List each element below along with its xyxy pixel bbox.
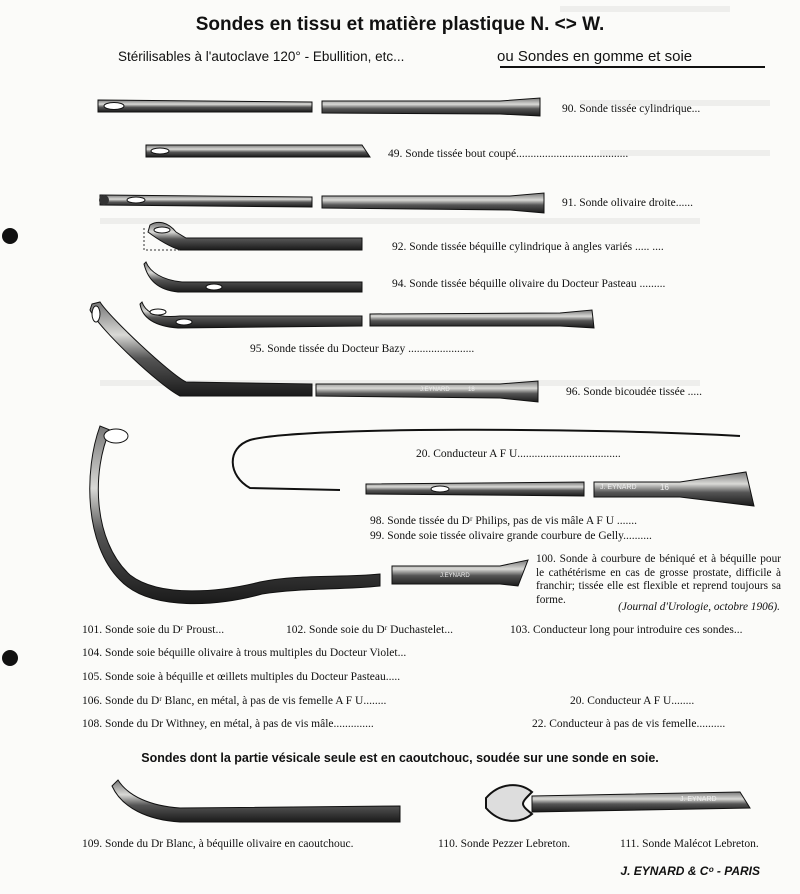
item-102: 102. Sonde soie du Dʳ Duchastelet... [286, 624, 453, 636]
item-106: 106. Sonde du Dʳ Blanc, en métal, à pas de vis femelle A F U........ [82, 695, 387, 707]
catheter-94-image [144, 262, 362, 292]
catheter-98-image [366, 472, 754, 506]
imprint-size-18: 18 [468, 387, 475, 393]
item-22: 22. Conducteur à pas de vis femelle.......... [532, 718, 726, 730]
journal-citation: (Journal d'Urologie, octobre 1906). [618, 601, 780, 613]
catheter-109-image [112, 780, 400, 822]
catheter-95-image [140, 302, 594, 328]
item-96: 96. Sonde bicoudée tissée ..... [566, 386, 703, 398]
catheter-91-image [99, 193, 544, 213]
item-108: 108. Sonde du Dr Withney, en métal, à pas de vis mâle.............. [82, 718, 374, 730]
item-92: 92. Sonde tissée béquille cylindrique à angles variés ..... .... [392, 241, 664, 253]
item-95: 95. Sonde tissée du Docteur Bazy ....................... [250, 343, 475, 355]
item-91: 91. Sonde olivaire droite...... [562, 197, 693, 209]
catheter-110-image [486, 785, 750, 821]
catheter-92-image [144, 222, 362, 250]
imprint-size-16: 16 [660, 483, 669, 492]
imprint-eynard-1: J. EYNARD [600, 484, 637, 491]
subtitle-left: Stérilisables à l'autoclave 120° - Ebullition, etc... [118, 49, 405, 64]
page-title: Sondes en tissu et matière plastique N. <> W. [195, 14, 605, 35]
item-105: 105. Sonde soie à béquille et œillets multiples du Docteur Pasteau..... [82, 671, 401, 683]
subtitle-right: ou Sondes en gomme et soie [497, 48, 693, 65]
item-110: 110. Sonde Pezzer Lebreton. [438, 838, 571, 850]
item-109: 109. Sonde du Dr Blanc, à béquille olivaire en caoutchouc. [82, 838, 354, 850]
item-20-conducteur-b: 20. Conducteur A F U........ [570, 695, 695, 707]
catheter-49-image [146, 145, 370, 157]
item-98: 98. Sonde tissée du Dʳ Philips, pas de vis mâle A F U ....... [370, 515, 637, 527]
section-caoutchouc-title: Sondes dont la partie vésicale seule est en caoutchouc, soudée sur une sonde en soie. [141, 751, 659, 765]
item-101: 101. Sonde soie du Dʳ Proust... [82, 624, 225, 636]
item-20-conducteur: 20. Conducteur A F U.................................... [416, 448, 621, 460]
item-111: 111. Sonde Malécot Lebreton. [620, 838, 759, 850]
item-103: 103. Conducteur long pour introduire ces sondes... [510, 624, 743, 636]
item-104: 104. Sonde soie béquille olivaire à trous multiples du Docteur Violet... [82, 647, 407, 659]
catheter-90-image [98, 98, 540, 116]
gomme-soie-heading: Sondes en gomme et soie [517, 48, 693, 65]
imprint-eynard-4: J. EYNARD [680, 796, 717, 803]
publisher-footer: J. EYNARD & Cᵒ - PARIS [620, 864, 760, 878]
item-94: 94. Sonde tissée béquille olivaire du Docteur Pasteau ......... [392, 278, 666, 290]
item-100: 100. Sonde à courbure de béniqué et à béquille pour le cathétérisme en cas de grosse prostate, difficile à franchir; tissée elle est flexible et reprend toujours sa forme. [536, 553, 781, 606]
imprint-eynard-3: J.EYNARD [440, 573, 470, 579]
item-99: 99. Sonde soie tissée olivaire grande courbure de Gelly.......... [370, 530, 652, 542]
item-90: 90. Sonde tissée cylindrique... [562, 103, 701, 115]
item-49: 49. Sonde tissée bout coupé....................................... [388, 148, 629, 160]
imprint-eynard-2: J.EYNARD [420, 387, 450, 393]
